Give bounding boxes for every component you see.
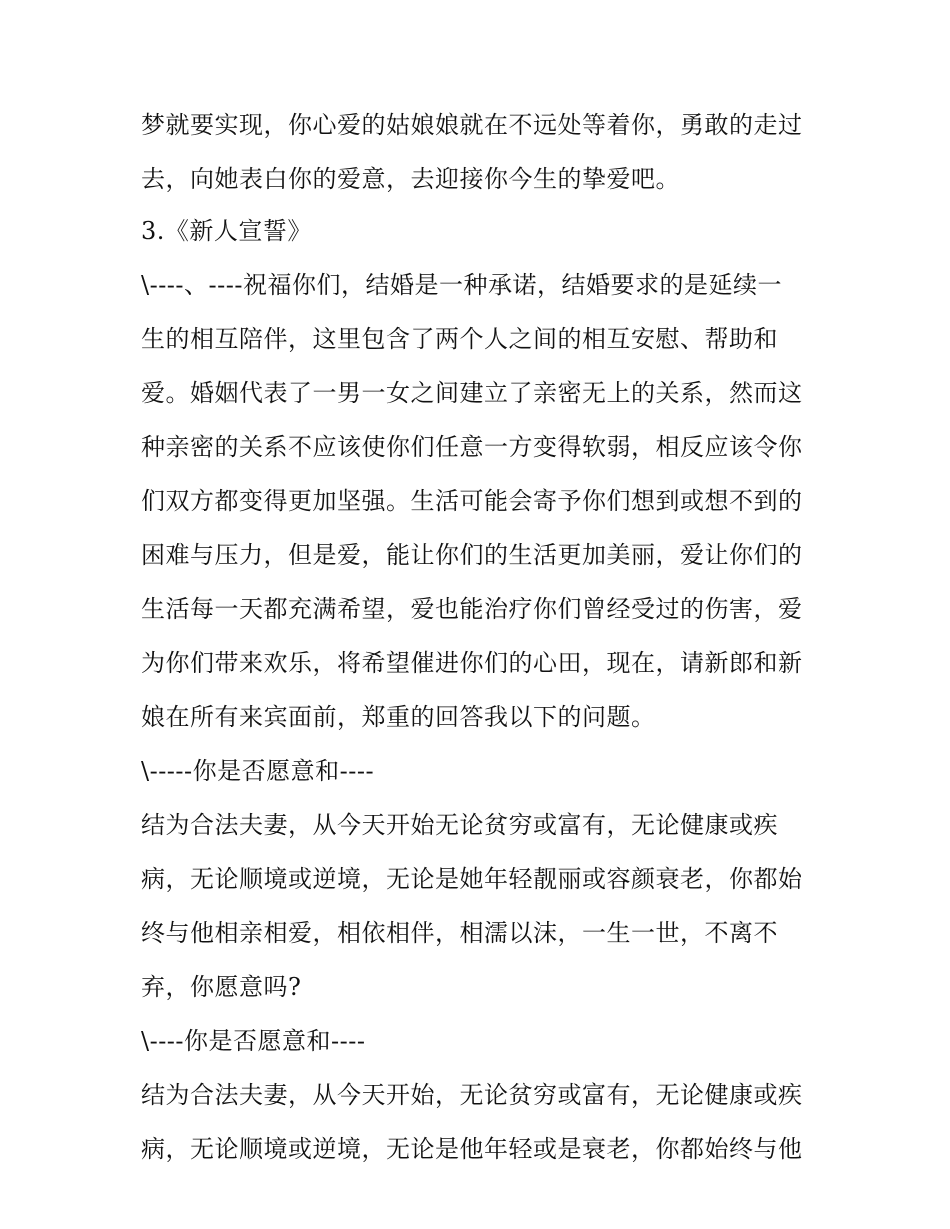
text-line: 结为合法夫妻，从今天开始，无论贫穷或富有，无论健康或疾: [141, 1081, 803, 1109]
section-heading: 3.《新人宣誓》: [141, 217, 312, 245]
text-line: 终与他相亲相爱，相依相伴，相濡以沫，一生一世，不离不: [141, 919, 778, 947]
text-line: 病，无论顺境或逆境，无论是她年轻靓丽或容颜衰老，你都始: [141, 865, 803, 893]
text-line: 病，无论顺境或逆境，无论是他年轻或是衰老，你都始终与他: [141, 1135, 803, 1163]
text-line: 为你们带来欢乐，将希望催进你们的心田，现在，请新郎和新: [141, 649, 803, 677]
text-line: \----、----祝福你们，结婚是一种承诺，结婚要求的是延续一: [141, 271, 782, 299]
text-line: 娘在所有来宾面前，郑重的回答我以下的问题。: [141, 703, 656, 731]
text-line: \----你是否愿意和----: [141, 1027, 366, 1055]
text-line: 们双方都变得更加坚强。生活可能会寄予你们想到或想不到的: [141, 487, 803, 515]
text-line: 生活每一天都充满希望，爱也能治疗你们曾经受过的伤害，爱: [141, 595, 803, 623]
text-line: 去，向她表白你的爱意，去迎接你今生的挚爱吧。: [141, 165, 680, 193]
text-line: 生的相互陪伴，这里包含了两个人之间的相互安慰、帮助和: [141, 325, 778, 353]
text-line: 困难与压力，但是爱，能让你们的生活更加美丽，爱让你们的: [141, 541, 803, 569]
text-line: 爱。婚姻代表了一男一女之间建立了亲密无上的关系，然而这: [141, 379, 803, 407]
text-line: \-----你是否愿意和----: [141, 757, 375, 785]
text-line: 种亲密的关系不应该使你们任意一方变得软弱，相反应该令你: [141, 433, 803, 461]
text-line: 梦就要实现，你心爱的姑娘娘就在不远处等着你，勇敢的走过: [141, 111, 803, 139]
text-line: 结为合法夫妻，从今天开始无论贫穷或富有，无论健康或疾: [141, 811, 778, 839]
text-line: 弃，你愿意吗?: [141, 973, 302, 1001]
